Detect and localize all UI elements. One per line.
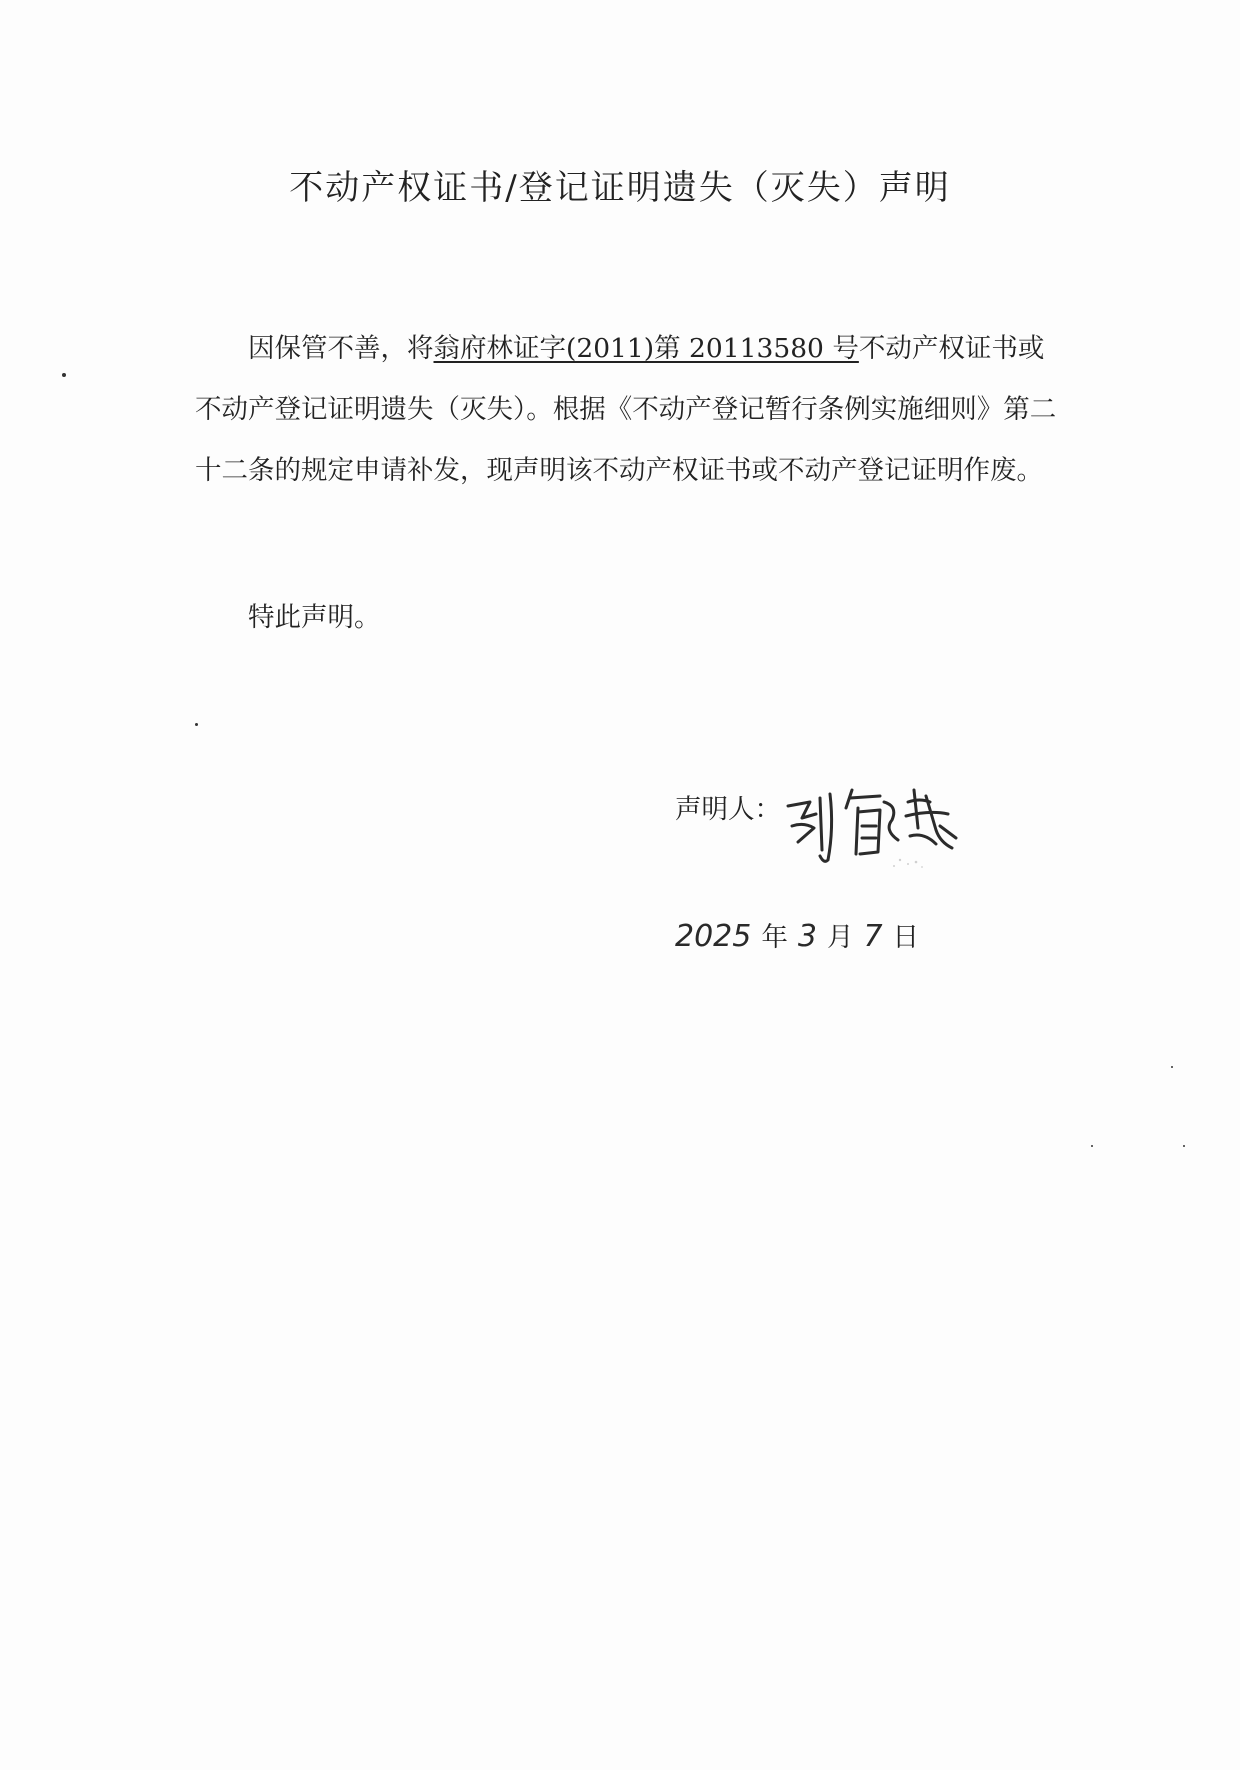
year-unit: 年 (761, 922, 788, 953)
scan-speck (62, 373, 66, 377)
document-title: 不动产权证书/登记证明遗失（灭失）声明 (289, 168, 951, 208)
certificate-number: 翁府林证字(2011)第 20113580 号 (433, 333, 859, 364)
month-unit: 月 (826, 922, 854, 953)
body-rest: 不动产权证书或不动产登记证明遗失（灭失）。根据《不动产登记暂行条例实施细则》第二十二条的规定申请补发，现声明该不动产权证书或不动产登记证明作废。 (195, 333, 1057, 486)
body-lead: 因保管不善，将 (248, 333, 434, 364)
handwritten-signature (780, 768, 980, 878)
date-month: 3 (797, 919, 817, 954)
scan-speck (1171, 1066, 1173, 1068)
scan-speck (1091, 1145, 1093, 1147)
scan-speck (1183, 1145, 1185, 1147)
scan-speck (195, 723, 198, 726)
day-unit: 日 (892, 922, 920, 953)
statement-body (195, 318, 1065, 501)
closing-text: 特此声明。 (248, 602, 381, 633)
declarant-label: 声明人： (675, 794, 781, 825)
date-year: 2025 (675, 919, 752, 954)
date-line (675, 915, 929, 954)
date-day: 7 (863, 919, 883, 954)
closing-paragraph (195, 587, 1065, 648)
